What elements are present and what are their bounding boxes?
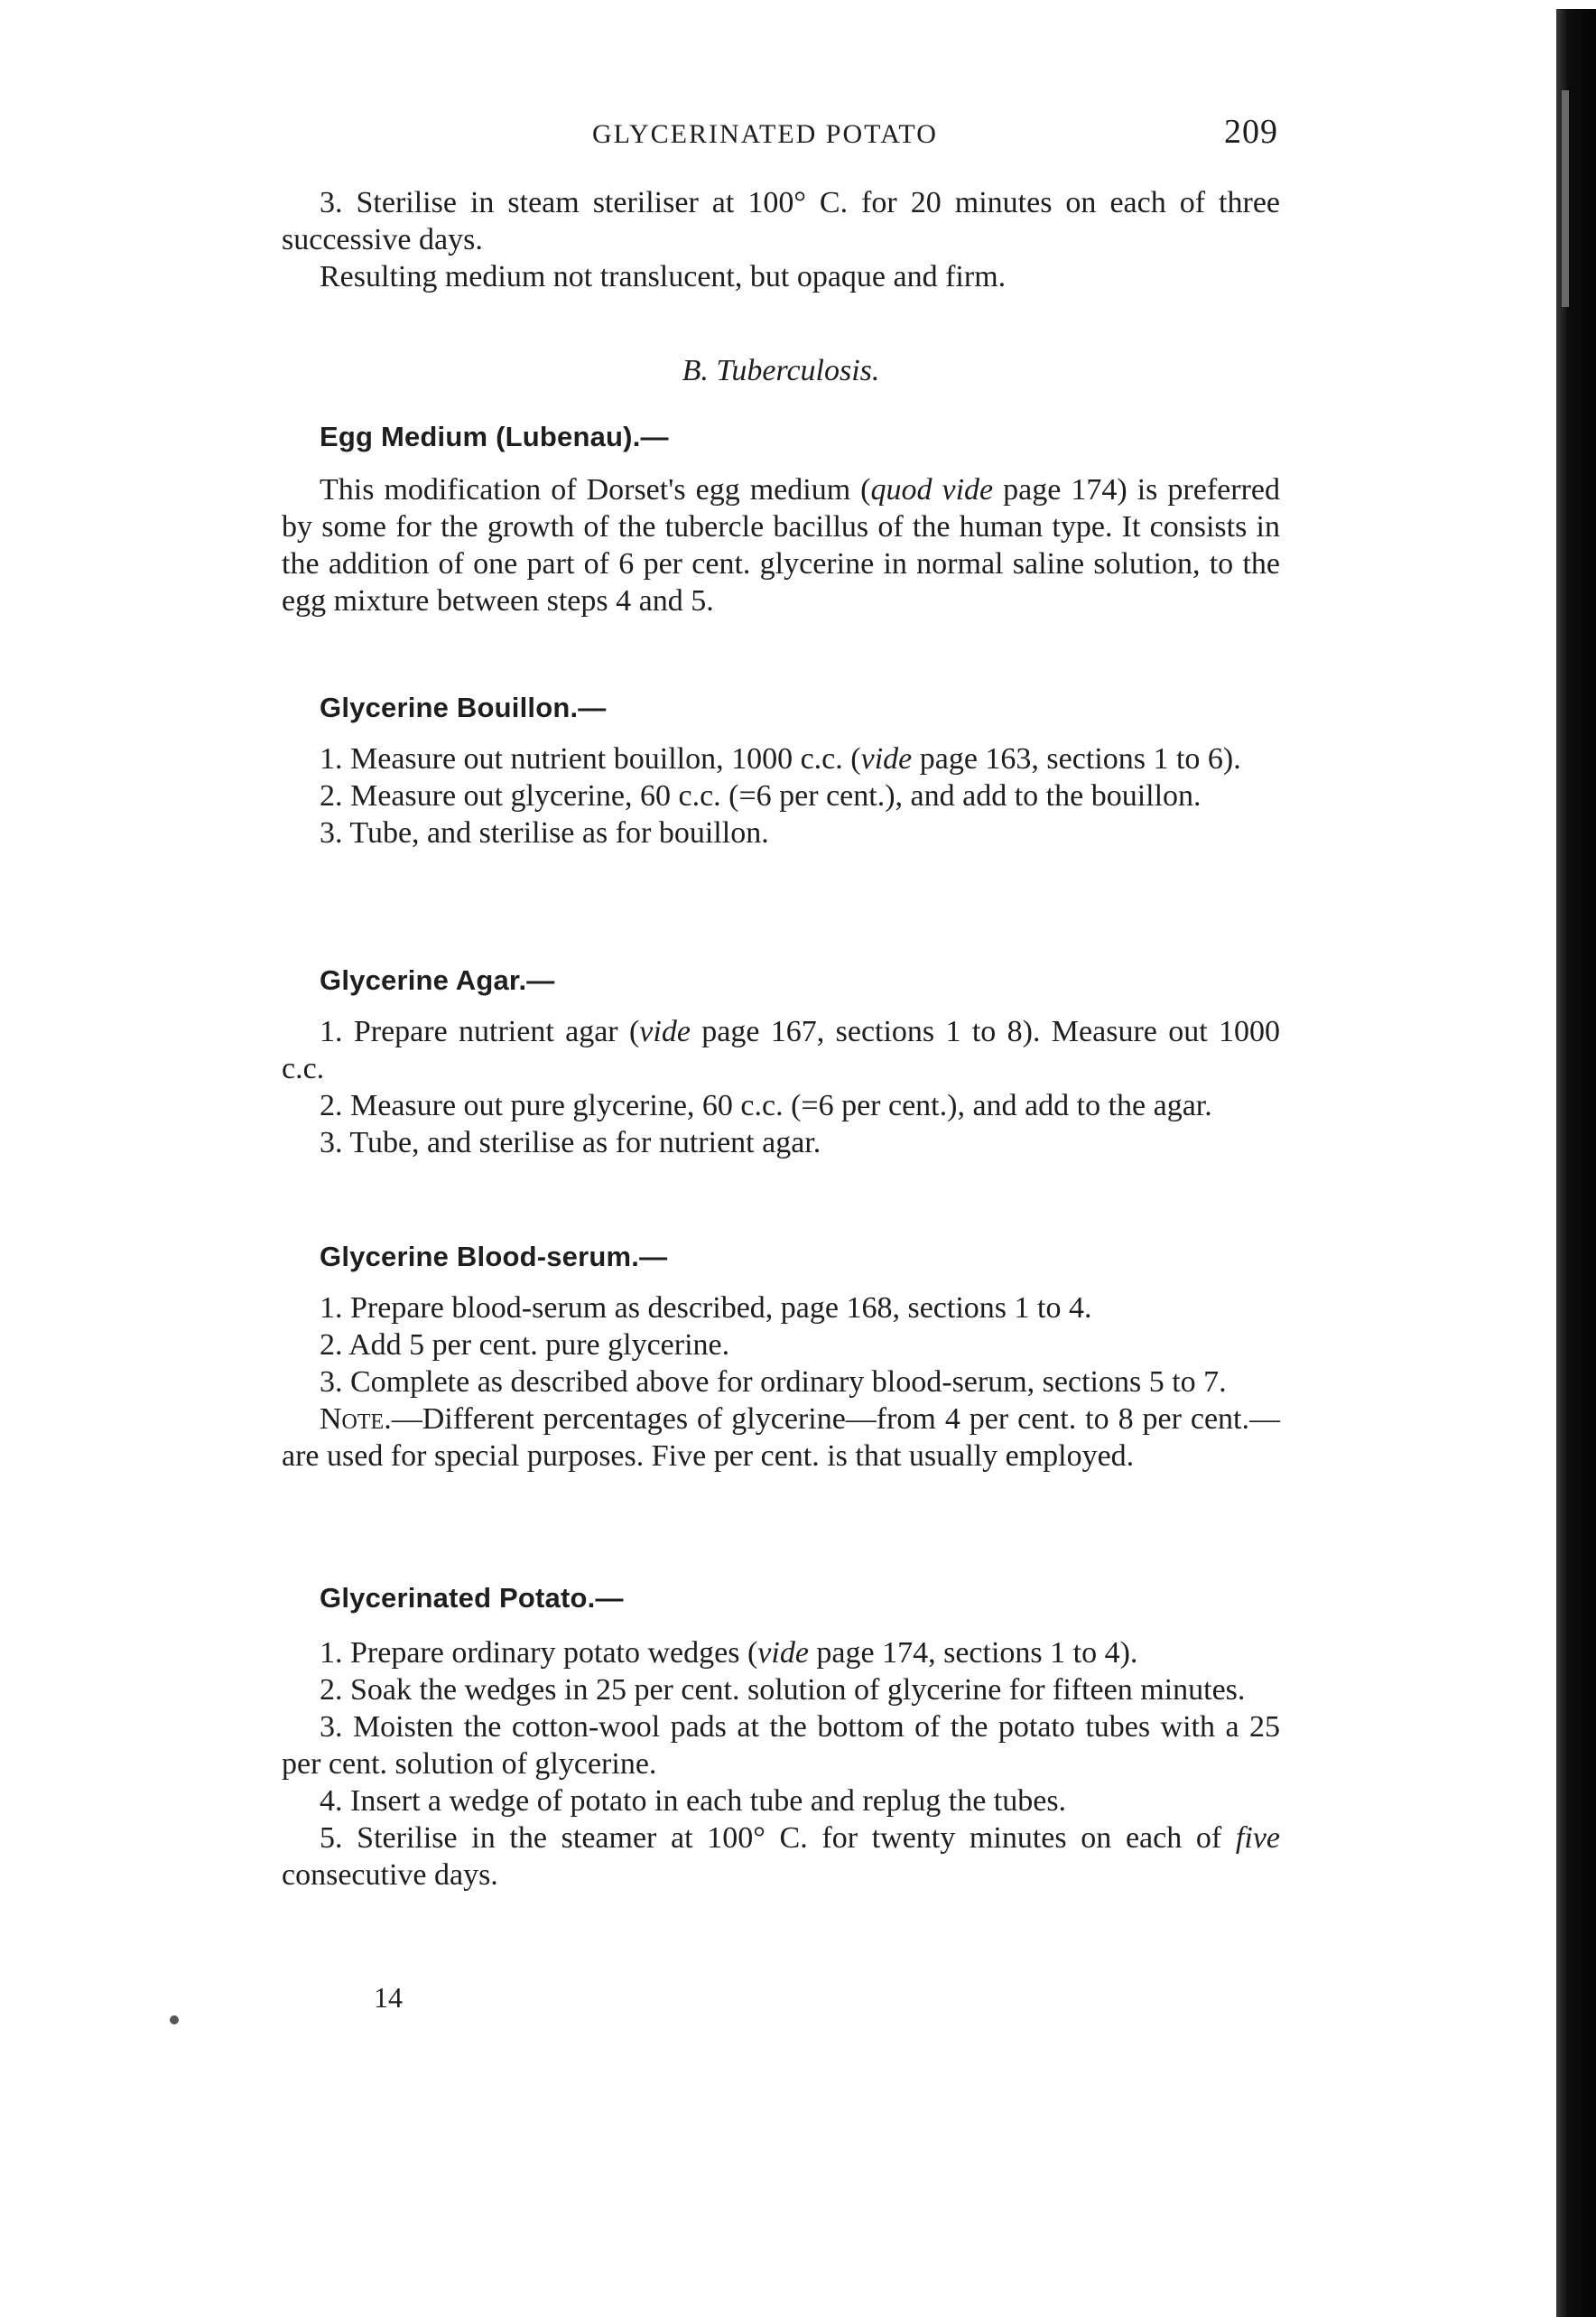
- heading-glycerinated-potato: Glycerinated Potato.—: [320, 1582, 624, 1614]
- glycerine-blood-serum-section: [282, 1289, 1280, 1475]
- potato-step-2: 2. Soak the wedges in 25 per cent. solution of glycerine for fifteen minutes.: [320, 1673, 1246, 1707]
- serum-step-3: 3. Complete as described above for ordinary blood-serum, sections 5 to 7.: [320, 1365, 1227, 1399]
- page-number: 209: [1224, 113, 1278, 151]
- egg-medium-paragraph: This modification of Dorset's egg medium (quod vide page 174) is preferred by some for the growth of the tubercle bacillus of the human type. It consists in the addition of one part of 6 per cent. glycerine in normal saline solution, to the egg mixture between steps 4 and 5.: [282, 473, 1280, 618]
- potato-step-1: 1. Prepare ordinary potato wedges (vide page 174, sections 1 to 4).: [320, 1636, 1138, 1670]
- heading-glycerine-agar: Glycerine Agar.—: [320, 964, 555, 996]
- section-subheading: B. Tuberculosis.: [682, 354, 880, 387]
- serum-step-2: 2. Add 5 per cent. pure glycerine.: [320, 1328, 730, 1362]
- intro-step-3: 3. Sterilise in steam steriliser at 100° C. for 20 minutes on each of three successive days.: [282, 186, 1280, 256]
- bouillon-step-3: 3. Tube, and sterilise as for bouillon.: [320, 816, 769, 850]
- heading-glycerine-blood-serum: Glycerine Blood-serum.—: [320, 1241, 668, 1272]
- potato-step-4: 4. Insert a wedge of potato in each tube and replug the tubes.: [320, 1784, 1067, 1818]
- intro-section: [282, 184, 1280, 295]
- potato-step-5: 5. Sterilise in the steamer at 100° C. for twenty minutes on each of five consecutive days.: [282, 1821, 1280, 1892]
- agar-step-3: 3. Tube, and sterilise as for nutrient agar.: [320, 1126, 821, 1159]
- glycerinated-potato-section: [282, 1634, 1280, 1894]
- running-header: [285, 112, 1278, 157]
- scan-edge-shadow: [1556, 9, 1596, 2317]
- ink-speck: [170, 2015, 179, 2024]
- heading-glycerine-bouillon: Glycerine Bouillon.—: [320, 692, 607, 723]
- intro-result: Resulting medium not translucent, but opaque and firm.: [320, 260, 1007, 293]
- agar-step-2: 2. Measure out pure glycerine, 60 c.c. (=6 per cent.), and add to the agar.: [320, 1089, 1212, 1122]
- glycerine-agar-section: [282, 1013, 1280, 1161]
- agar-step-1: 1. Prepare nutrient agar (vide page 167, sections 1 to 8). Measure out 1000 c.c.: [282, 1015, 1280, 1085]
- egg-medium-section: [282, 471, 1280, 619]
- serum-note: Note.—Different percentages of glycerine—from 4 per cent. to 8 per cent.—are used for special purposes. Five per cent. is that usually employed.: [282, 1402, 1280, 1473]
- bouillon-step-1: 1. Measure out nutrient bouillon, 1000 c.c. (vide page 163, sections 1 to 6).: [320, 742, 1241, 776]
- bouillon-step-2: 2. Measure out glycerine, 60 c.c. (=6 per cent.), and add to the bouillon.: [320, 779, 1202, 813]
- glycerine-bouillon-section: [282, 740, 1280, 851]
- serum-step-1: 1. Prepare blood-serum as described, page 168, sections 1 to 4.: [320, 1291, 1092, 1325]
- heading-egg-medium: Egg Medium (Lubenau).—: [320, 421, 669, 452]
- signature-mark: 14: [374, 1981, 403, 2014]
- running-title: GLYCERINATED POTATO: [592, 119, 938, 149]
- potato-step-3: 3. Moisten the cotton-wool pads at the bottom of the potato tubes with a 25 per cent. solution of glycerine.: [282, 1710, 1280, 1781]
